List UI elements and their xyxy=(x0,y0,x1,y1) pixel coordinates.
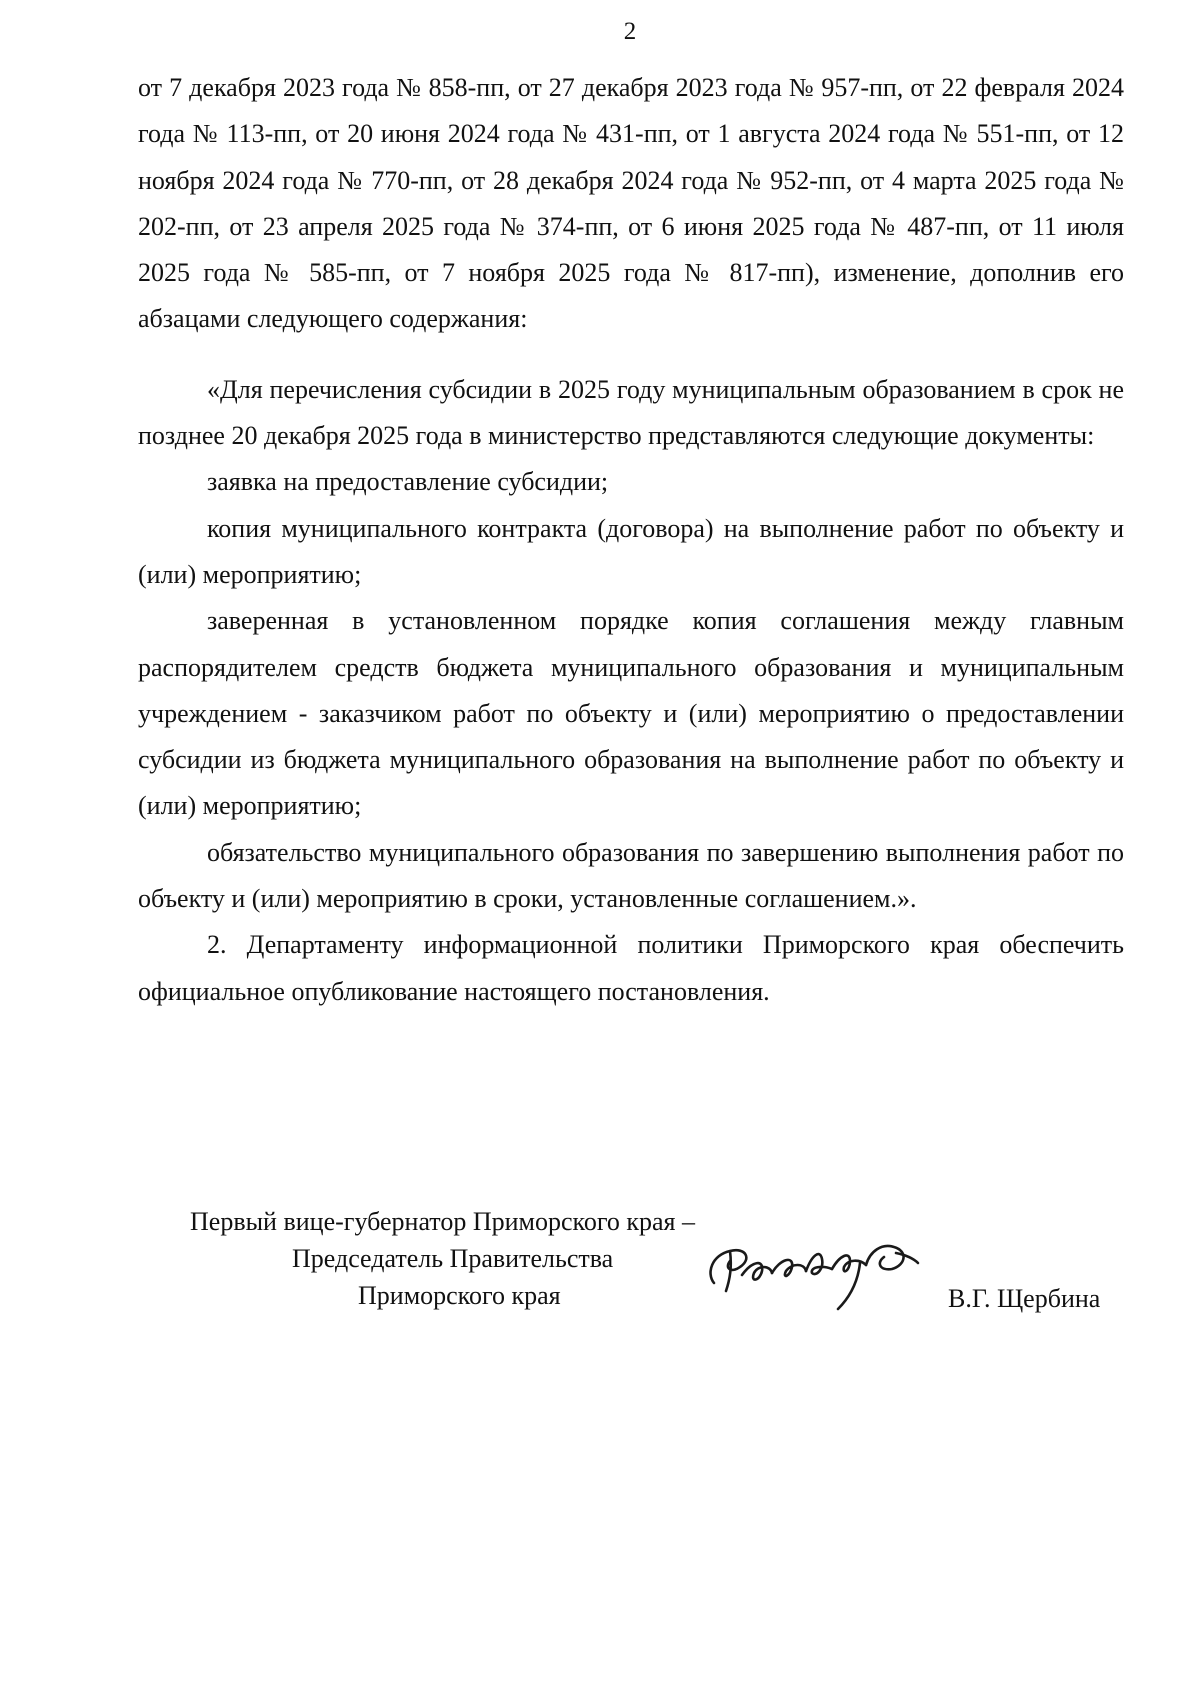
page-number: 2 xyxy=(623,18,637,45)
paragraph-amendment-list: от 7 декабря 2023 года № 858-пп, от 27 декабря 2023 года № 957-пп, от 22 февраля 2024 года № 113-пп, от 20 июня 2024 года № 431-пп, от 1 августа 2024 года № 551-пп, от 12 ноября 2024 года № 770-пп, от 28 декабря 2024 года № 952-пп, от 4 марта 2025 года № 202-пп, от 23 апреля 2025 года № 374-пп, от 6 июня 2025 года № 487-пп, от 11 июля 2025 года № 585-пп, от 7 ноября 2025 года № 817-пп), изменение, дополнив его абзацами следующего содержания: xyxy=(138,73,1124,334)
paragraph-publication-order: 2. Департаменту информационной политики Приморского края обеспечить официальное опубликование настоящего постановления. xyxy=(138,930,1124,1006)
signatory-title-line-2: Председатель Правительства xyxy=(292,1244,614,1273)
signatory-title-line-1: Первый вице-губернатор Приморского края – xyxy=(190,1207,695,1236)
signatory-name: В.Г. Щербина xyxy=(948,1284,1101,1313)
paragraph-item-agreement-copy: заверенная в установленном порядке копия соглашения между главным распорядителем средств бюджета муниципального образования и муниципальным учреждением - заказчиком работ по объекту и (или) мероприятию о предоставлении субсидии из бюджета муниципального образования на выполнение работ по объекту и (или) мероприятию; xyxy=(138,606,1124,821)
signature-block xyxy=(190,1203,1120,1323)
signatory-title-line-3: Приморского края xyxy=(358,1281,561,1310)
handwritten-signature xyxy=(700,1225,930,1315)
paragraph-item-obligation: обязательство муниципального образования по завершению выполнения работ по объекту и (или) мероприятию в сроки, установленные соглашением.». xyxy=(138,837,1124,914)
paragraph-documents-intro: «Для перечисления субсидии в 2025 году муниципальным образованием в срок не позднее 20 декабря 2025 года в министерство представляются следующие документы: xyxy=(138,374,1124,451)
document-body xyxy=(138,65,1124,1015)
paragraph-item-contract-copy: копия муниципального контракта (договора) на выполнение работ по объекту и (или) мероприятию; xyxy=(138,513,1124,589)
paragraph-item-application: заявка на предоставление субсидии; xyxy=(207,467,609,497)
